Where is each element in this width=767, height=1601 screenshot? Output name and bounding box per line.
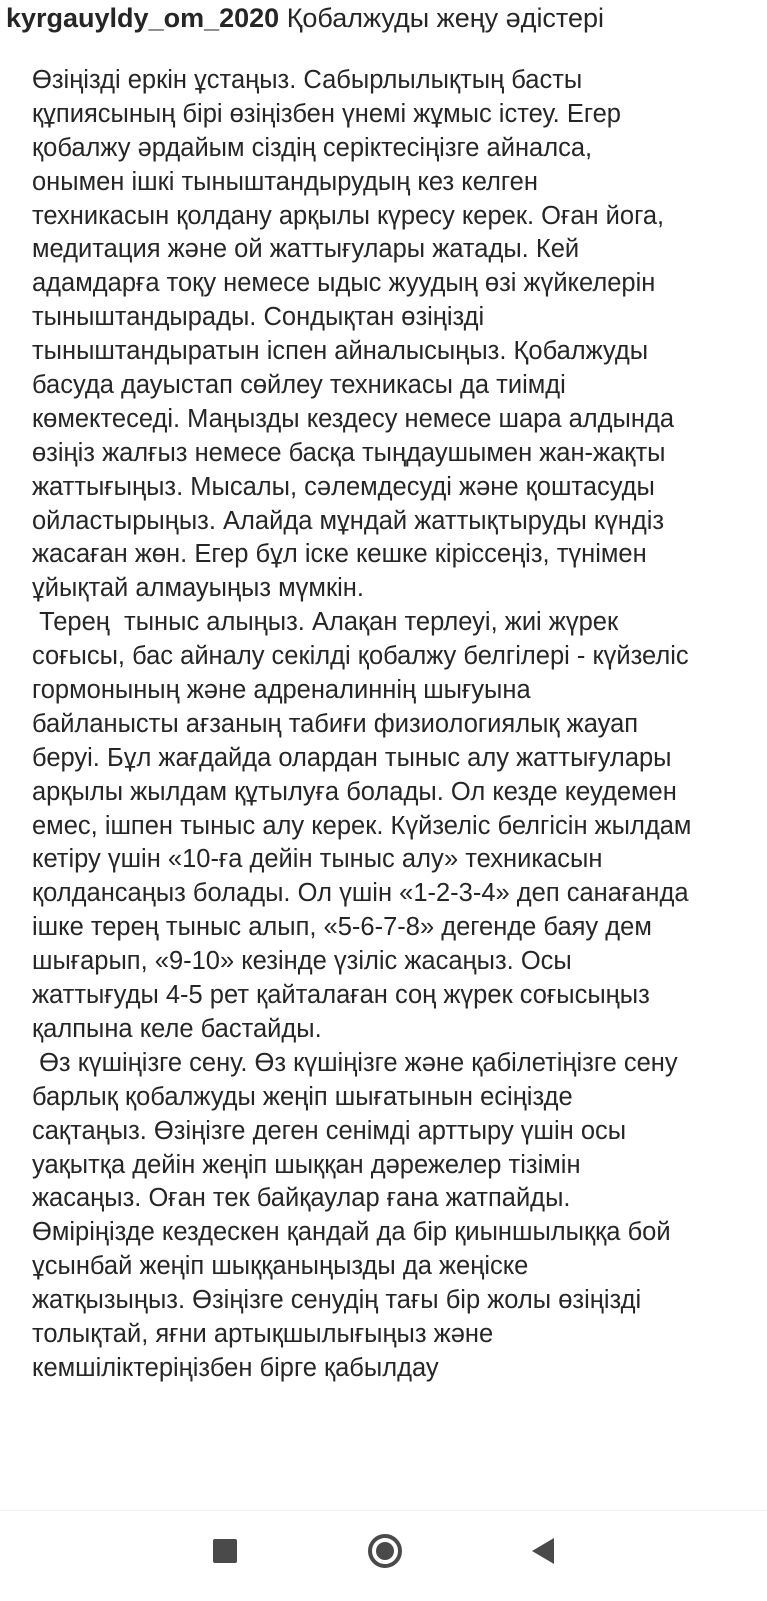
caption-line: уақытқа дейін жеңіп шыққан дәрежелер тізімін xyxy=(32,1150,581,1179)
caption-line: Өз күшіңізге сену. Өз күшіңізге және қабілетіңізге сену xyxy=(32,1048,678,1077)
caption-line: жаттығыңыз. Мысалы, сәлемдесуді және қоштасуды xyxy=(32,472,655,501)
caption-line: ұсынбай жеңіп шыққаныңызды да жеңіске xyxy=(32,1252,529,1281)
caption-line: басуда дауыстап сөйлеу техникасы да тиімді xyxy=(32,371,566,400)
caption-line: беруі. Бұл жағдайда олардан тыныс алу жаттығулары xyxy=(32,743,672,772)
caption-line: адамдарға тоқу немесе ыдыс жуудың өзі жүйкелерін xyxy=(32,269,656,298)
caption-line: техникасын қолдану арқылы күресу керек. Оған йога, xyxy=(32,201,665,230)
caption-line: жасаңыз. Оған тек байқаулар ғана жатпайды. xyxy=(32,1184,571,1213)
caption-line: сақтаңыз. Өзіңізге деген сенімді арттыру үшін осы xyxy=(32,1116,627,1145)
caption-line: құпиясының бірі өзіңізбен үнемі жұмыс істеу. Егер xyxy=(32,99,621,128)
post-caption-header xyxy=(0,0,767,44)
caption-line: арқылы жылдам құтылуға болады. Ол кезде кеудемен xyxy=(32,777,677,806)
post-caption-body xyxy=(0,64,767,1504)
caption-line: ойластырыңыз. Алайда мұндай жаттықтыруды күндіз xyxy=(32,506,665,535)
caption-line: медитация және ой жаттығулары жатады. Кей xyxy=(32,235,580,264)
caption-line: шығарып, «9-10» кезінде үзіліс жасаңыз. Осы xyxy=(32,947,572,976)
caption-line: гормонының және адреналиннің шығуына xyxy=(32,676,531,705)
caption-line: Терең тыныс алыңыз. Алақан терлеуі, жиі жүрек xyxy=(32,608,619,637)
triangle-back-icon xyxy=(532,1538,554,1564)
caption-title: Қобалжуды жеңу әдістері xyxy=(286,3,605,33)
caption-line: қобалжу әрдайым сіздің серіктесіңізге айналса, xyxy=(32,133,593,162)
square-recents-icon xyxy=(213,1539,237,1563)
caption-line: Өзіңізді еркін ұстаңыз. Сабырлылықтың басты xyxy=(32,66,583,94)
caption-line: ұйықтай алмауыңыз мүмкін. xyxy=(32,574,364,603)
caption-line: емес, ішпен тыныс алу керек. Күйзеліс белгісін жылдам xyxy=(32,811,692,840)
caption-line: Өміріңізде кездескен қандай да бір қиыншылыққа бой xyxy=(32,1218,671,1247)
circle-home-icon xyxy=(368,1534,402,1568)
caption-line: қолдансаңыз болады. Ол үшін «1-2-3-4» деп санағанда xyxy=(32,879,689,908)
caption-line: өзіңіз жалғыз немесе басқа тыңдаушымен жан-жақты xyxy=(32,438,666,467)
caption-line: көмектеседі. Маңызды кездесу немесе шара алдында xyxy=(32,404,675,433)
caption-line: байланысты ағзаның табиғи физиологиялық жауап xyxy=(32,709,639,738)
caption-line: барлық қобалжуды жеңіп шығатынын есіңізде xyxy=(32,1082,573,1111)
caption-line: қалпына келе бастайды. xyxy=(32,1014,322,1043)
back-button[interactable] xyxy=(515,1523,571,1579)
caption-line: жатқызыңыз. Өзіңізге сенудің тағы бір жолы өзіңізді xyxy=(32,1286,642,1315)
caption-line: тыныштандырады. Сондықтан өзіңізді xyxy=(32,303,485,332)
caption-line: кетіру үшін «10-ға дейін тыныс алу» техникасын xyxy=(32,845,603,874)
caption-line: тыныштандыратын іспен айналысыңыз. Қобалжуды xyxy=(32,337,649,366)
recents-button[interactable] xyxy=(197,1523,253,1579)
caption-line: онымен ішкі тыныштандырудың кез келген xyxy=(32,167,538,196)
caption-line: кемшіліктеріңізбен бірге қабылдау xyxy=(32,1353,439,1382)
home-button[interactable] xyxy=(357,1523,413,1579)
caption-line: ішке терең тыныс алып, «5-6-7-8» дегенде баяу дем xyxy=(32,913,652,942)
caption-line: жаттығуды 4-5 рет қайталаған соң жүрек соғысыңыз xyxy=(32,981,650,1010)
caption-line: толықтай, яғни артықшылығыңыз және xyxy=(32,1319,494,1348)
caption-line: соғысы, бас айналу секілді қобалжу белгілері - күйзеліс xyxy=(32,642,689,671)
caption-line: жасаған жөн. Егер бұл іске кешке кіріссеңіз, түнімен xyxy=(32,540,647,569)
android-navigation-bar xyxy=(0,1510,767,1601)
username-link[interactable]: kyrgauyldy_om_2020 xyxy=(6,3,280,33)
